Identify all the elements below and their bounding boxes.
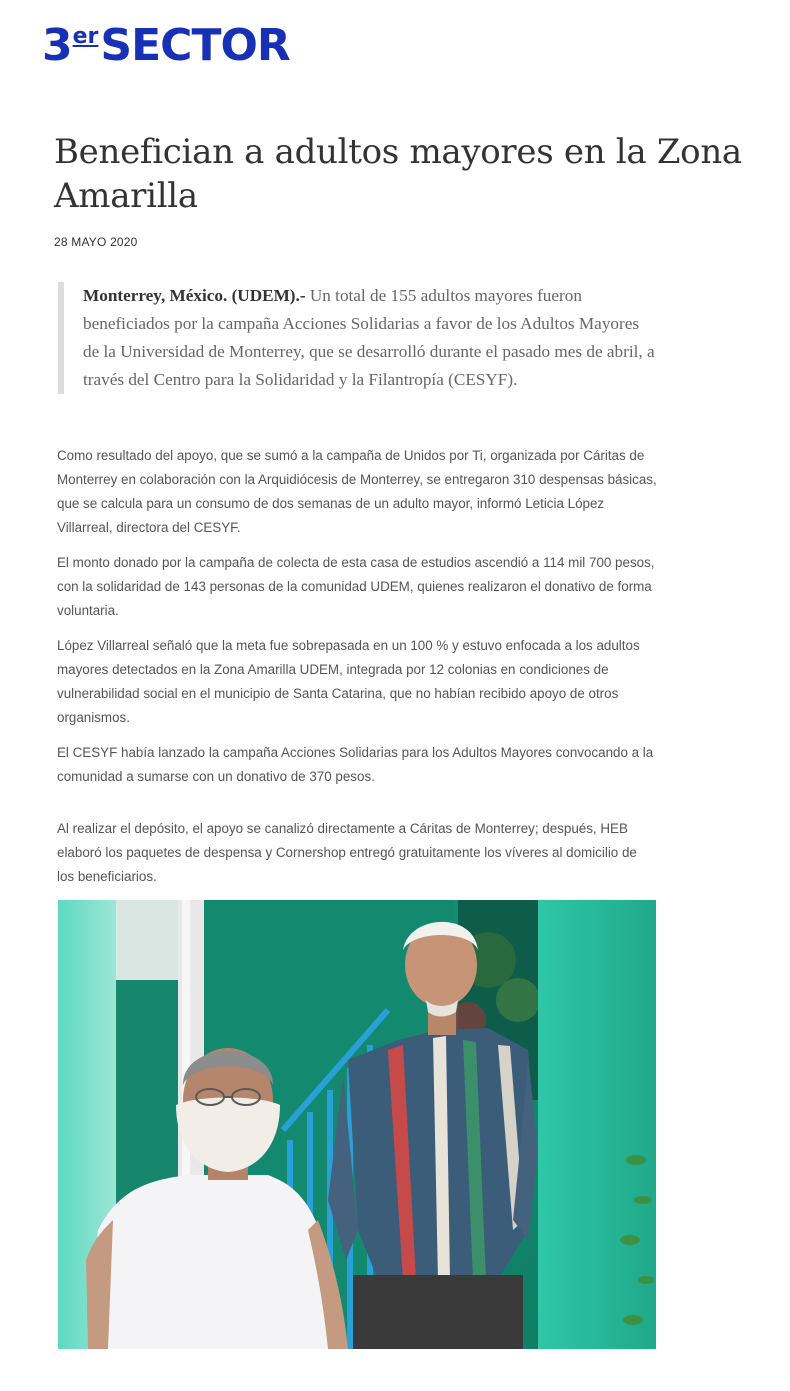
site-logo[interactable] [42, 20, 290, 72]
article-body [57, 444, 657, 900]
article-date: 28 MAYO 2020 [54, 235, 138, 249]
body-paragraph: El CESYF había lanzado la campaña Acciones Solidarias para los Adultos Mayores convocando a la comunidad a sumarse con un donativo de 370 pesos. [57, 745, 654, 784]
logo-number: 3 [42, 20, 72, 71]
body-paragraph: Como resultado del apoyo, que se sumó a la campaña de Unidos por Ti, organizada por Cáritas de Monterrey en colaboración con la Arquidiócesis de Monterrey, se entregaron 310 despensas básicas, que se calcula para un consumo de dos semanas de un adulto mayor, informó Leticia López Villarreal, directora del CESYF. [57, 448, 657, 535]
body-paragraph: Al realizar el depósito, el apoyo se canalizó directamente a Cáritas de Monterrey; después, HEB elaboró los paquetes de despensa y Cornershop entregó gratuitamente los víveres al domicilio de los beneficiarios. [57, 821, 637, 884]
photo-illustration [58, 900, 656, 1349]
logo-superscript: er [72, 24, 99, 49]
lead-blockquote [58, 282, 658, 394]
lead-text: Un total de 155 adultos mayores fueron beneficiados por la campaña Acciones Solidarias a favor de los Adultos Mayores de la Universidad de Monterrey, que se desarrolló durante el pasado mes de abril, a través del Centro para la Solidaridad y la Filantropía (CESYF). [83, 286, 655, 389]
body-paragraph: López Villarreal señaló que la meta fue sobrepasada en un 100 % y estuvo enfocada a los adultos mayores detectados en la Zona Amarilla UDEM, integrada por 12 colonias en condiciones de vulnerabilidad social en el municipio de Santa Catarina, que no habían recibido apoyo de otros organismos. [57, 638, 640, 725]
lead-dateline: Monterrey, México. (UDEM).- [83, 286, 306, 305]
article-title: Benefician a adultos mayores en la Zona Amarilla [54, 132, 742, 216]
article-photo [58, 900, 656, 1349]
logo-word: SECTOR [100, 20, 290, 71]
body-paragraph: El monto donado por la campaña de colecta de esta casa de estudios ascendió a 114 mil 700 pesos, con la solidaridad de 143 personas de la comunidad UDEM, quienes realizaron el donativo de forma voluntaria. [57, 555, 655, 618]
